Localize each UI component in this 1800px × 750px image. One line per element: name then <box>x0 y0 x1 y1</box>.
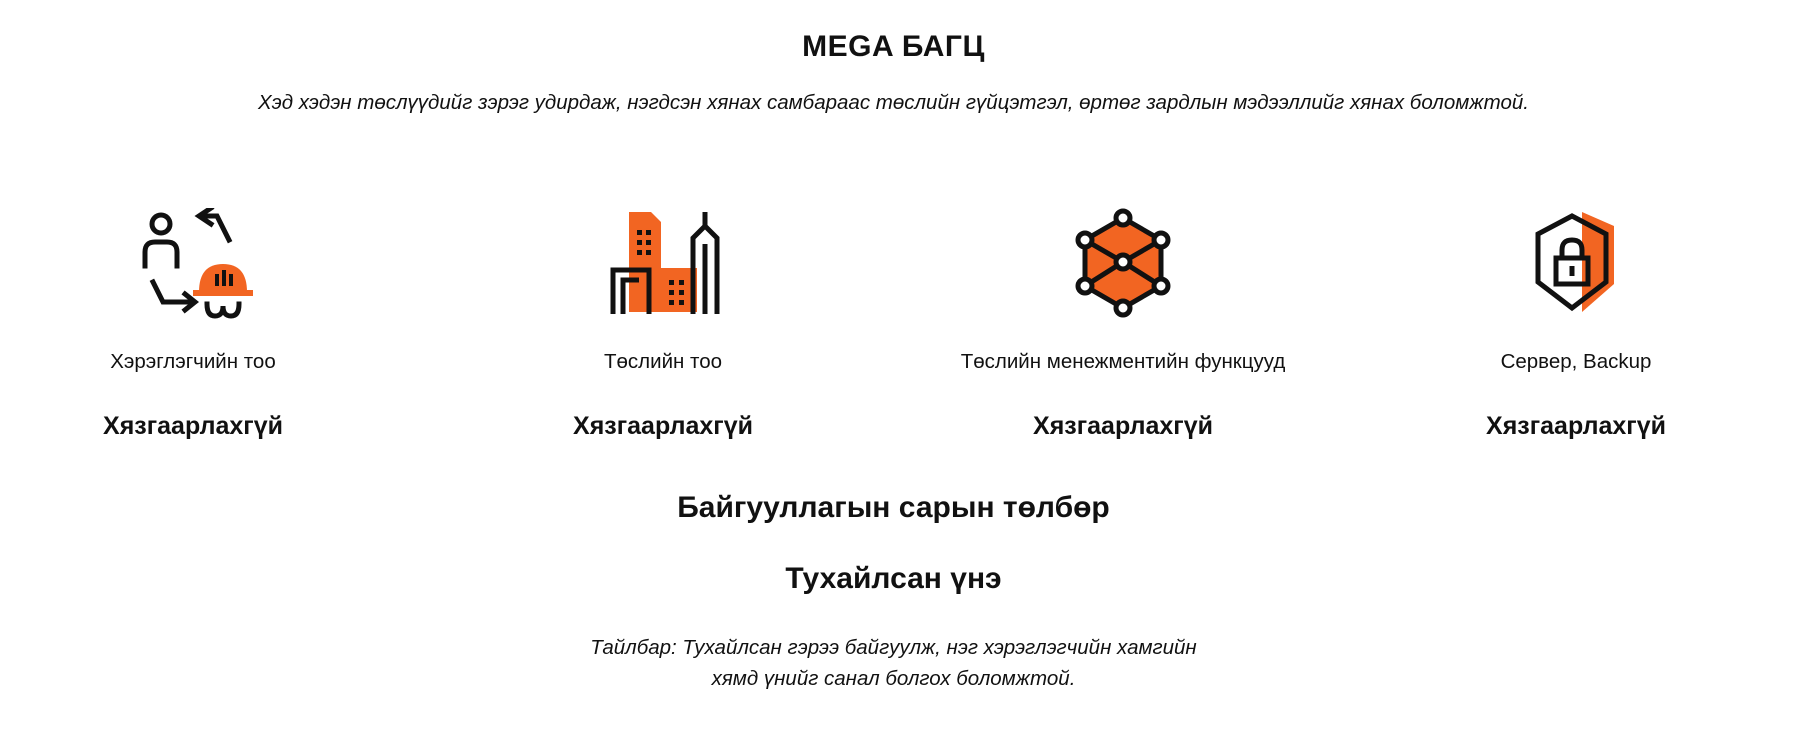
feature-label: Төслийн тоо <box>603 350 722 373</box>
feature-projects <box>493 208 833 441</box>
package-title: MEGA БАГЦ <box>802 30 985 63</box>
feature-value: Хязгаарлахгүй <box>1486 412 1666 440</box>
feature-list <box>0 208 1800 458</box>
monthly-fee-title: Байгууллагын сарын төлбөр <box>677 491 1110 524</box>
feature-server-backup <box>1406 208 1746 441</box>
pricing-note-line-1: Тайлбар: Тухайлсан гэрээ байгуулж, нэг хэрэглэгчийн хамгийн <box>590 636 1197 659</box>
feature-project-management <box>953 208 1293 441</box>
feature-label: Сервер, Backup <box>1500 350 1652 373</box>
price-value: Тухайлсан үнэ <box>785 562 1002 595</box>
feature-value: Хязгаарлахгүй <box>103 412 283 440</box>
feature-label: Төслийн менежментийн функцууд <box>960 350 1286 373</box>
pricing-note-line-2: хямд үнийг санал болгох боломжтой. <box>711 667 1076 690</box>
feature-value: Хязгаарлахгүй <box>1033 412 1213 440</box>
network-hexagon-icon <box>1063 208 1183 326</box>
feature-value: Хязгаарлахгүй <box>573 412 753 440</box>
feature-users <box>23 208 363 441</box>
buildings-icon <box>603 208 723 326</box>
user-exchange-icon <box>133 208 253 326</box>
shield-lock-icon <box>1516 208 1636 326</box>
package-description: Хэд хэдэн төслүүдийг зэрэг удирдаж, нэгдсэн хянах самбараас төслийн гүйцэтгэл, өртөг зардлын мэдээллийг хянах боломжтой. <box>258 91 1529 114</box>
feature-label: Хэрэглэгчийн тоо <box>110 350 276 373</box>
pricing-note <box>0 632 1787 694</box>
